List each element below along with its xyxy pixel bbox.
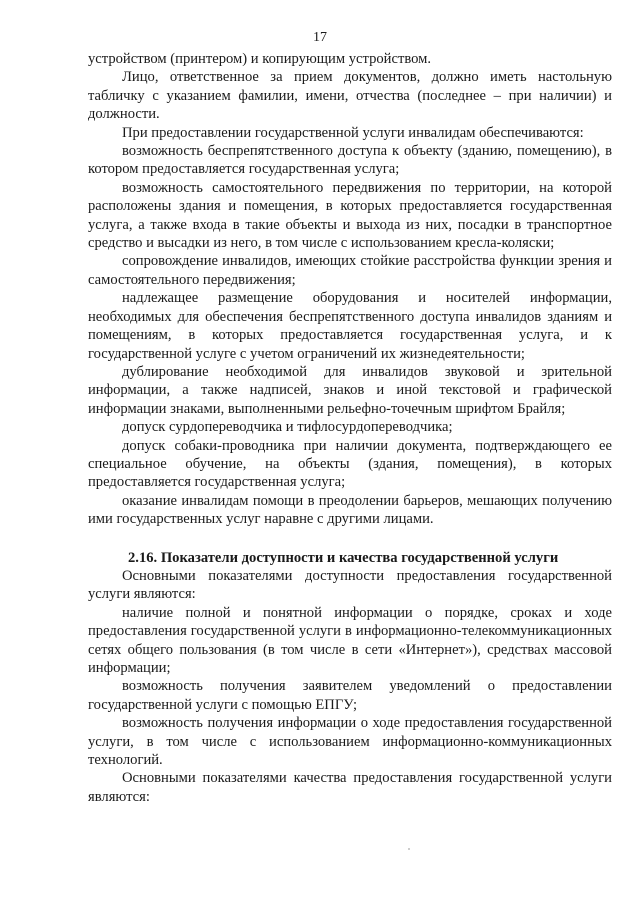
paragraph: надлежащее размещение оборудования и носителей информации, необходимых для обеспечения беспрепятственного доступа инвалидов зданиям и помещениям, в которых предоставляется государственная услуга, и к государственной услуге с учетом ограничений их жизнедеятельности; — [88, 290, 612, 362]
paragraph: возможность беспрепятственного доступа к объекту (зданию, помещению), в котором предоставляется государственная услуга; — [88, 143, 612, 178]
paragraph: возможность самостоятельного передвижения по территории, на которой расположены здания и помещения, в которых предоставляется государственная услуга, а также входа в такие объекты и выхода из них, посадки в транспортное средство и высадки из него, в том числе с использованием кресла-коляски; — [88, 179, 612, 252]
paragraph: Лицо, ответственное за прием документов, должно иметь настольную табличку с указанием фамилии, имени, отчества (последнее – при наличии) и должности. — [88, 69, 612, 123]
paragraph: допуск сурдопереводчика и тифлосурдопереводчика; — [122, 419, 453, 436]
paragraph: устройством (принтером) и копирующим устройством. — [88, 51, 432, 67]
paragraph: возможность получения информации о ходе предоставления государственной услуги, в том числе с использованием информационно-коммуникационных технологий. — [88, 715, 612, 769]
section-heading: 2.16. Показатели доступности и качества государственной услуги — [128, 549, 559, 566]
quality-indicators-section — [88, 567, 612, 806]
paragraph: Основными показателями качества предоставления государственной услуги являются: — [88, 770, 612, 805]
paragraph: наличие полной и понятной информации о порядке, сроках и ходе предоставления государственной услуги в информационно-телекоммуникационных сетях общего пользования (в том числе в сети «Интернет»), средствах массовой информации; — [88, 604, 612, 676]
paragraph: дублирование необходимой для инвалидов звуковой и зрительной информации, а также надписей, знаков и иной текстовой и графической информации знаками, выполненными рельефно-точечным шрифтом Брайля; — [88, 363, 612, 417]
document-body — [88, 50, 612, 806]
paragraph: оказание инвалидам помощи в преодолении барьеров, мешающих получению ими государственных услуг наравне с другими лицами. — [88, 492, 612, 528]
paragraph: допуск собаки-проводника при наличии документа, подтверждающего ее специальное обучение, на объекты (здания, помещения), в которых предоставляется государственная услуга; — [88, 437, 612, 491]
accessibility-provisions-section — [88, 50, 612, 529]
paragraph: Основными показателями доступности предоставления государственной услуги являются: — [88, 567, 612, 603]
paragraph: возможность получения заявителем уведомлений о предоставлении государственной услуги с помощью ЕПГУ; — [88, 678, 612, 713]
paragraph: сопровождение инвалидов, имеющих стойкие расстройства функции зрения и самостоятельного передвижения; — [88, 253, 612, 288]
page-number: 17 — [313, 30, 327, 45]
paragraph: При предоставлении государственной услуги инвалидам обеспечиваются: — [122, 124, 584, 141]
scan-speck — [408, 848, 410, 850]
